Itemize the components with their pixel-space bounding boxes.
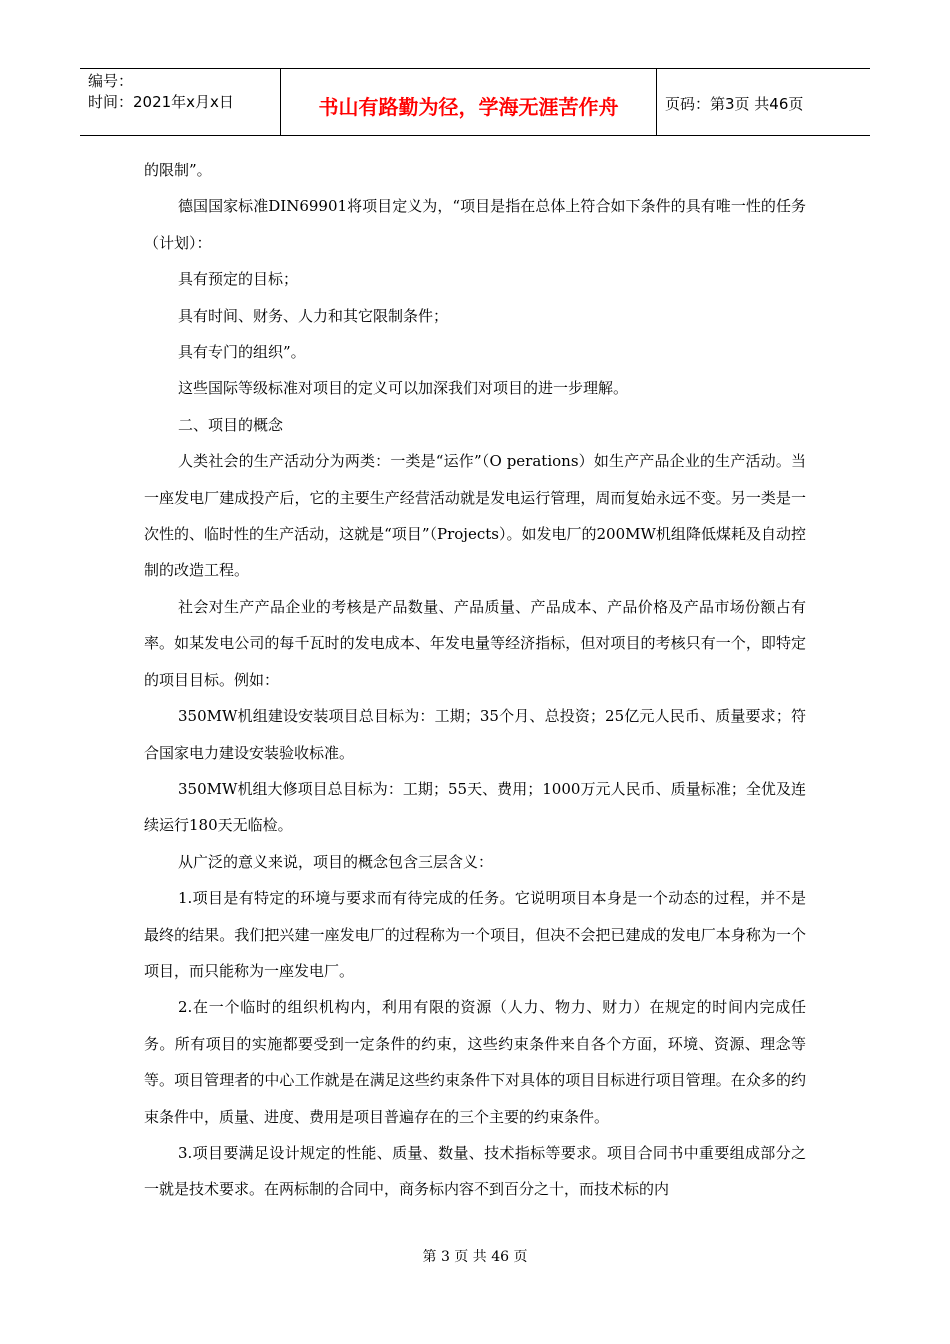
paragraph: 的限制”。: [144, 161, 212, 179]
paragraph: 这些国际等级标准对项目的定义可以加深我们对项目的进一步理解。: [178, 379, 629, 398]
paragraph: 350MW机组建设安装项目总目标为：工期；35个月、总投资；25亿元人民币、质量要求；符合国家电力建设安装验收标准。: [144, 707, 806, 762]
paragraph: 具有时间、财务、人力和其它限制条件；: [178, 306, 449, 325]
paragraph: 1.项目是有特定的环境与要求而有待完成的任务。它说明项目本身是一个动态的过程，并不是最终的结果。我们把兴建一座发电厂的过程称为一个项目，但决不会把已建成的发电厂本身称为一个项目，而只能称为一座发电厂。: [144, 889, 806, 980]
page-footer: 第 3 页 共 46 页: [422, 1249, 528, 1265]
document-body: [144, 152, 806, 1208]
header-motto: 书山有路勤为径，学海无涯苦作舟: [281, 69, 657, 135]
paragraph: 德国国家标准DIN69901将项目定义为，“项目是指在总体上符合如下条件的具有唯一性的任务（计划）：: [144, 197, 806, 252]
header-page-info: 页码：第3页 共46页: [665, 94, 804, 113]
paragraph: 二、项目的概念: [178, 415, 284, 434]
paragraph: 具有专门的组织”。: [178, 343, 306, 362]
header-time-label: 时间：2021年x月x日: [88, 93, 234, 111]
paragraph: 从广泛的意义来说，项目的概念包含三层含义：: [178, 852, 494, 871]
paragraph: 人类社会的生产活动分为两类：一类是“运作”（O perations）如生产产品企业的生产活动。当一座发电厂建成投产后，它的主要生产经营活动就是发电运行管理，周而复始永远不变。另一类是一次性的、临时性的生产活动，这就是“项目”（Projects）。如发电厂的200MW机组降低煤耗及自动控制的改造工程。: [144, 452, 806, 580]
page-header: [80, 68, 870, 136]
header-meta: [80, 69, 281, 135]
paragraph: 社会对生产产品企业的考核是产品数量、产品质量、产品成本、产品价格及产品市场份额占有率。如某发电公司的每千瓦时的发电成本、年发电量等经济指标，但对项目的考核只有一个，即特定的项目目标。例如：: [144, 597, 806, 689]
header-number-label: 编号：: [88, 72, 134, 90]
paragraph: 3.项目要满足设计规定的性能、质量、数量、技术指标等要求。项目合同书中重要组成部分之一就是技术要求。在两标制的合同中，商务标内容不到百分之十，而技术标的内: [144, 1143, 806, 1199]
paragraph: 350MW机组大修项目总目标为：工期；55天、费用；1000万元人民币、质量标准；全优及连续运行180天无临检。: [144, 779, 806, 835]
paragraph: 2.在一个临时的组织机构内，利用有限的资源（人力、物力、财力）在规定的时间内完成任务。所有项目的实施都要受到一定条件的约束，这些约束条件来自各个方面，环境、资源、理念等等。项目管理者的中心工作就是在满足这些约束条件下对具体的项目目标进行项目管理。在众多的约束条件中，质量、进度、费用是项目普遍存在的三个主要的约束条件。: [144, 998, 806, 1126]
paragraph: 具有预定的目标；: [178, 270, 299, 289]
